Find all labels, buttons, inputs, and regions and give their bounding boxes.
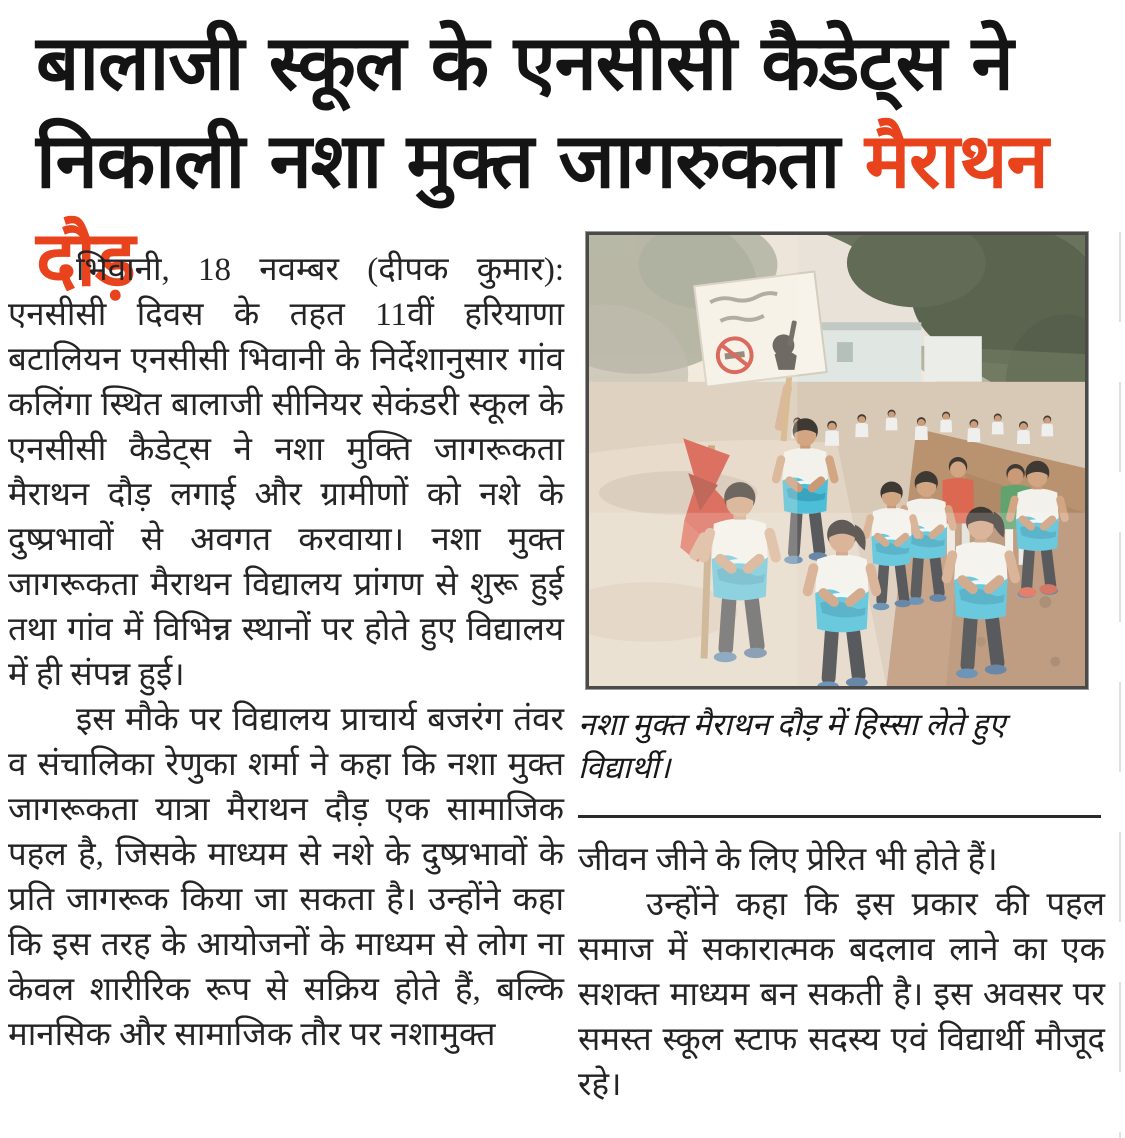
- marathon-photo-illustration: [589, 235, 1085, 686]
- paragraph-1-text: एनसीसी दिवस के तहत 11वीं हरियाणा बटालियन एनसीसी भिवानी के निर्देशानुसार गांव कलिंगा स्थित बालाजी सीनियर सेकंडरी स्कूल के एनसीसी कैडेट्स ने नशा मुक्ति जागरूकता मैराथन दौड़ लगाई और ग्रामीणों को नशे के दुष्प्रभावों से अवगत करवाया। नशा मुक्त जागरूकता मैराथन विद्यालय प्रांगण से शुरू हुई तथा गांव में विभिन्न स्थानों पर होते हुए विद्यालय में ही संपन्न हुई।: [8, 297, 564, 693]
- adjacent-column-edge: [1119, 232, 1121, 1138]
- headline-black-text: बालाजी स्कूल के एनसीसी कैडेट्स ने निकाली नशा मुक्त जागरुकता: [36, 18, 1013, 205]
- photo-caption: नशा मुक्त मैराथन दौड़ में हिस्सा लेते हुए विद्यार्थी।: [578, 707, 1006, 786]
- dateline: भिवानी, 18 नवम्बर (दीपक कुमार):: [76, 252, 564, 288]
- paragraph-2: इस मौके पर विद्यालय प्राचार्य बजरंग तंवर व संचालिका रेणुका शर्मा ने कहा कि नशा मुक्त जागरूकता यात्रा मैराथन दौड़ एक सामाजिक पहल है, जिसके माध्यम से नशे के दुष्प्रभावों के प्रति जागरूक किया जा सकता है। उन्होंने कहा कि इस तरह के आयोजनों के माध्यम से लोग ना केवल शारीरिक रूप से सक्रिय होते हैं, बल्कि मानसिक और सामाजिक तौर पर नशामुक्त: [8, 702, 564, 1053]
- column-divider-rule: [578, 815, 1101, 818]
- article-right-column: [578, 232, 1105, 1108]
- marathon-photo: [586, 232, 1088, 689]
- paragraph-4: उन्होंने कहा कि इस प्रकार की पहल समाज में सकारात्मक बदलाव लाने का एक सशक्त माध्यम बन सकती है। इस अवसर पर समस्त स्कूल स्टाफ सदस्य एवं विद्यार्थी मौजूद रहे।: [578, 887, 1105, 1104]
- article-left-column: [8, 248, 564, 1058]
- paragraph-3: जीवन जीने के लिए प्रेरित भी होते हैं।: [578, 842, 998, 879]
- paragraph-1: [8, 248, 564, 698]
- headline-red-text: मैराथन दौड़: [36, 116, 1048, 303]
